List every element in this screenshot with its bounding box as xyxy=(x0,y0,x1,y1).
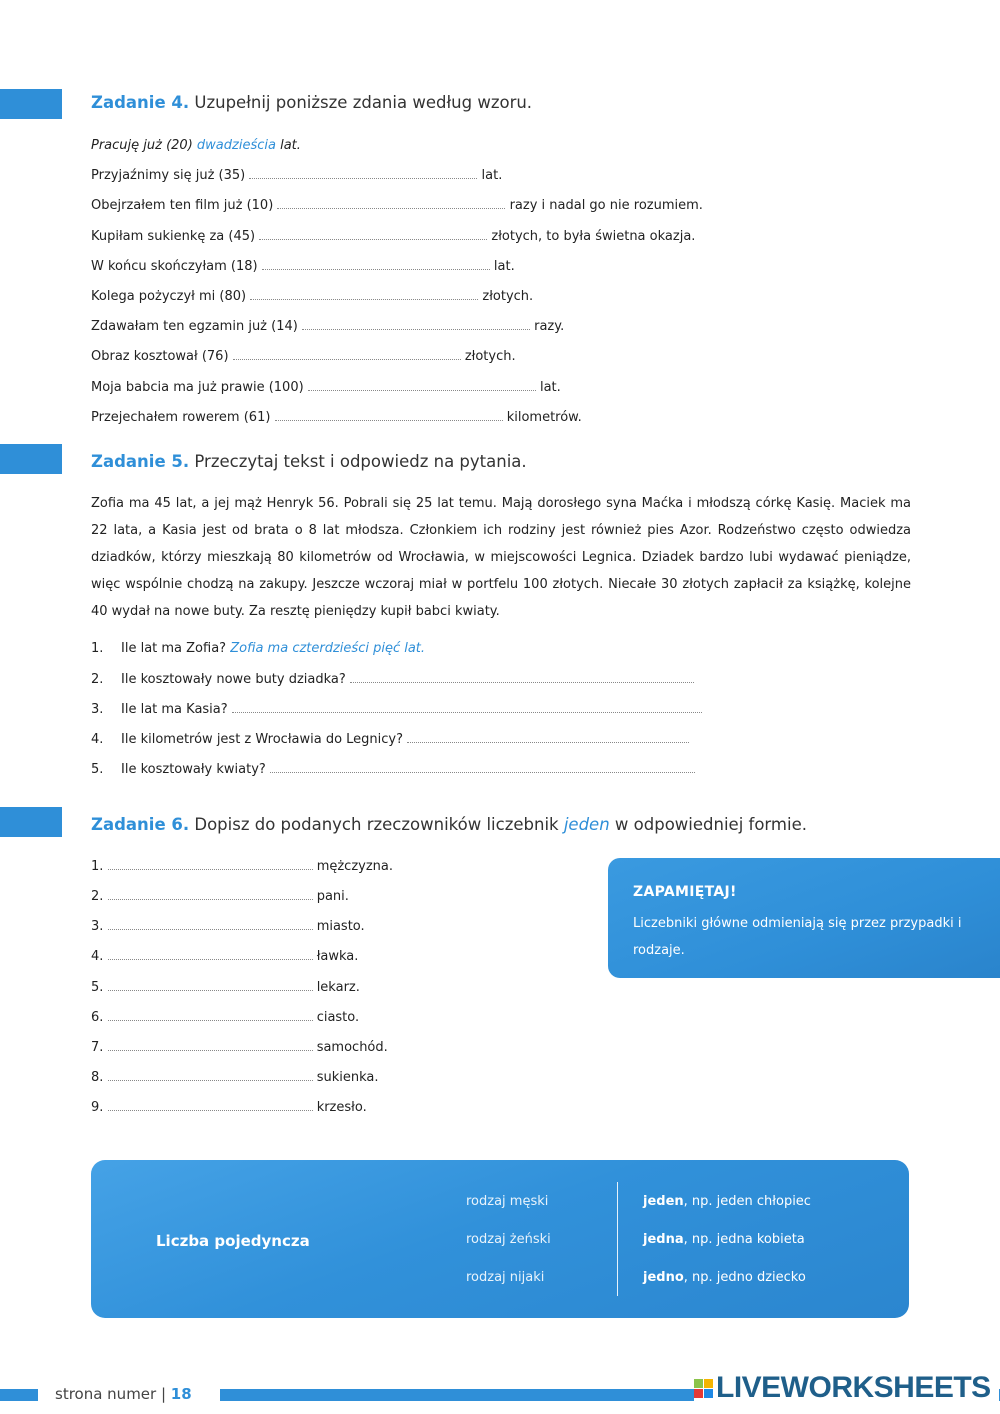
task6-heading: Zadanie 6. Dopisz do podanych rzeczowników liczebnik jeden w odpowiedniej formie. xyxy=(91,815,807,834)
answer-blank[interactable] xyxy=(302,319,530,330)
answer-blank[interactable] xyxy=(350,672,694,683)
logo-text: LIVEWORKSHEETS xyxy=(716,1371,991,1404)
answer-blank[interactable] xyxy=(108,859,313,870)
answer-blank[interactable] xyxy=(308,380,536,391)
answer-blank[interactable] xyxy=(108,949,313,960)
answer-blank[interactable] xyxy=(233,349,461,360)
remember-box xyxy=(608,858,1000,978)
section-marker-bar xyxy=(0,89,62,119)
task4-item: Obejrzałem ten film już (10) razy i nadal go nie rozumiem. xyxy=(91,198,703,213)
grammar-summary-box xyxy=(91,1160,909,1318)
answer-blank[interactable] xyxy=(275,410,503,421)
task5-question: 3. Ile lat ma Kasia? xyxy=(91,702,702,718)
task6-item: 6. ciasto. xyxy=(91,1010,360,1025)
task4-item: Moja babcia ma już prawie (100) lat. xyxy=(91,380,561,395)
task4-heading: Zadanie 4. Uzupełnij poniższe zdania według wzoru. xyxy=(91,93,533,112)
gender-label: rodzaj żeński xyxy=(466,1232,551,1247)
task5-question: 4. Ile kilometrów jest z Wrocławia do Legnicy? xyxy=(91,732,689,748)
task4-item: Obraz kosztował (76) złotych. xyxy=(91,349,516,364)
task6-item: 5. lekarz. xyxy=(91,980,360,995)
footer-bar xyxy=(0,1389,38,1401)
task5-reading-text: Zofia ma 45 lat, a jej mąż Henryk 56. Pobrali się 25 lat temu. Mają dorosłego syna Maćka i młodszą córkę Kasię. Maciek ma 22 lata, a Kasia jest od brata o 8 lat młodsza. Członkiem ich rodziny jest również pies Azor. Rodzeństwo często odwiedza dziadków, którzy mieszkają 80 kilometrów od Wrocławia, w miejscowości Legnica. Dziadek bardzo lubi wydawać pieniądze, więc wspólnie chodzą na zakupy. Jeszcze wczoraj miał w portfelu 100 złotych. Niecałe 30 złotych zapłacił za książkę, kolejne 40 wydał na nowe buty. Za resztę pieniędzy kupił babci kwiaty. xyxy=(91,496,911,619)
form-example: jedna, np. jedna kobieta xyxy=(643,1232,805,1247)
page-number-label: strona numer | 18 xyxy=(55,1385,192,1403)
task4-example: Pracuję już (20) dwadzieścia lat. xyxy=(91,138,301,153)
answer-blank[interactable] xyxy=(249,168,477,179)
answer-blank[interactable] xyxy=(108,1100,313,1111)
remember-text: Liczebniki główne odmieniają się przez przypadki i rodzaje. xyxy=(633,916,962,958)
task6-item: 4. ławka. xyxy=(91,949,359,964)
task4-item: Kolega pożyczył mi (80) złotych. xyxy=(91,289,534,304)
task5-heading: Zadanie 5. Przeczytaj tekst i odpowiedz na pytania. xyxy=(91,452,527,471)
section-marker-bar xyxy=(0,444,62,474)
answer-blank[interactable] xyxy=(407,732,689,743)
answer-blank[interactable] xyxy=(108,889,313,900)
task6-item: 1. mężczyzna. xyxy=(91,859,393,874)
example-answer: dwadzieścia xyxy=(196,138,276,153)
answer-blank[interactable] xyxy=(259,229,487,240)
answer-blank[interactable] xyxy=(108,1040,313,1051)
answer-blank[interactable] xyxy=(108,1010,313,1021)
liveworksheets-logo[interactable] xyxy=(694,1372,999,1404)
answer-blank[interactable] xyxy=(270,762,695,773)
task6-item: 3. miasto. xyxy=(91,919,365,934)
answer-blank[interactable] xyxy=(262,259,490,270)
form-example: jedno, np. jedno dziecko xyxy=(643,1270,806,1285)
gender-label: rodzaj nijaki xyxy=(466,1270,545,1285)
task6-item: 7. samochód. xyxy=(91,1040,388,1055)
task4-item: Kupiłam sukienkę za (45) złotych, to była świetna okazja. xyxy=(91,229,696,244)
form-example: jeden, np. jeden chłopiec xyxy=(643,1194,811,1209)
logo-blocks-icon xyxy=(694,1379,713,1398)
task6-item: 8. sukienka. xyxy=(91,1070,379,1085)
answer-blank[interactable] xyxy=(277,198,505,209)
grammar-label: Liczba pojedyncza xyxy=(156,1232,310,1250)
gender-label: rodzaj męski xyxy=(466,1194,549,1209)
task5-question: 1. Ile lat ma Zofia? Zofia ma czterdzieści pięć lat. xyxy=(91,641,426,656)
remember-title: ZAPAMIĘTAJ! xyxy=(633,884,737,900)
task4-item: W końcu skończyłam (18) lat. xyxy=(91,259,515,274)
task4-item: Przejechałem rowerem (61) kilometrów. xyxy=(91,410,582,425)
task4-item: Zdawałam ten egzamin już (14) razy. xyxy=(91,319,565,334)
task6-item: 2. pani. xyxy=(91,889,349,904)
task6-item: 9. krzesło. xyxy=(91,1100,367,1115)
answer-blank[interactable] xyxy=(108,1070,313,1081)
task5-question: 5. Ile kosztowały kwiaty? xyxy=(91,762,695,778)
answer-blank[interactable] xyxy=(108,919,313,930)
task4-item: Przyjaźnimy się już (35) lat. xyxy=(91,168,503,183)
example-answer: Zofia ma czterdzieści pięć lat. xyxy=(230,641,426,656)
task5-question: 2. Ile kosztowały nowe buty dziadka? xyxy=(91,672,694,688)
section-marker-bar xyxy=(0,807,62,837)
answer-blank[interactable] xyxy=(250,289,478,300)
divider xyxy=(617,1182,618,1296)
answer-blank[interactable] xyxy=(108,980,313,991)
answer-blank[interactable] xyxy=(232,702,702,713)
